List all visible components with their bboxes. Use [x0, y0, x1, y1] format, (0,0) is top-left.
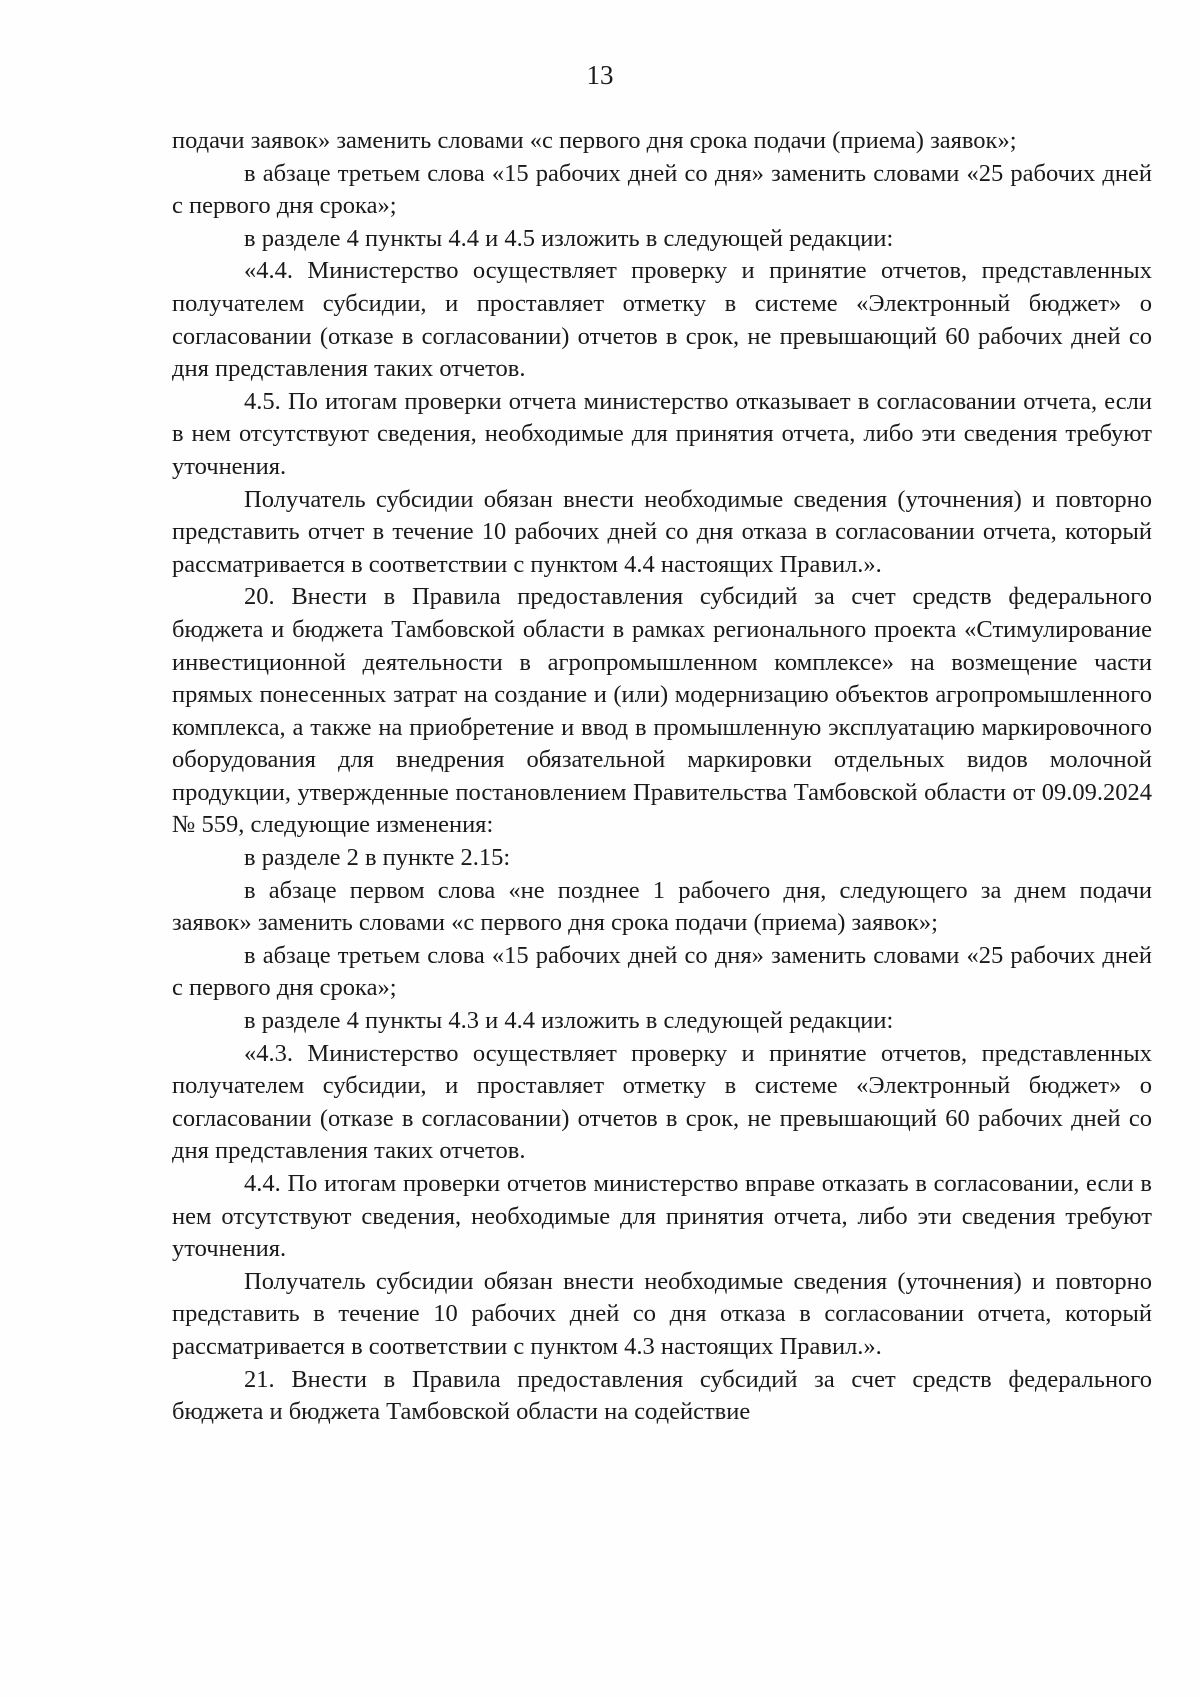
paragraph: в разделе 4 пункты 4.4 и 4.5 изложить в следующей редакции: [244, 224, 894, 252]
paragraph: в абзаце третьем слова «15 рабочих дней со дня» заменить словами «25 рабочих дней с первого дня срока»; [172, 941, 1152, 1002]
page-number: 13 [586, 60, 614, 90]
paragraph: 4.4. По итогам проверки отчетов министерство вправе отказать в согласовании, если в нем отсутствуют сведения, необходимые для принятия отчета, либо эти сведения требуют уточнения. [172, 1170, 1152, 1263]
paragraph: «4.4. Министерство осуществляет проверку и принятие отчетов, представленных получателем субсидии, и проставляет отметку в системе «Электронный бюджет» о согласовании (отказе в согласовании) отчетов в срок, не превышающий 60 рабочих дней со дня представления таких отчетов. [172, 257, 1152, 383]
paragraph: подачи заявок» заменить словами «с первого дня срока подачи (приема) заявок»; [172, 127, 1017, 154]
paragraph: Получатель субсидии обязан внести необходимые сведения (уточнения) и повторно представить в течение 10 рабочих дней со дня отказа в согласовании отчета, который рассматривается в соответствии с пунктом 4.3 настоящих Правил.». [172, 1267, 1152, 1360]
paragraph: в абзаце третьем слова «15 рабочих дней со дня» заменить словами «25 рабочих дней с первого дня срока»; [172, 159, 1152, 220]
paragraph: 20. Внести в Правила предоставления субсидий за счет средств федерального бюджета и бюджета Тамбовской области в рамках регионального проекта «Стимулирование инвестиционной деятельности в агропромышленном комплексе» на возмещение части прямых понесенных затрат на создание и (или) модернизацию объектов агропромышленного комплекса, а также на приобретение и ввод в промышленную эксплуатацию маркировочного оборудования для внедрения обязательной маркировки отдельных видов молочной продукции, утвержденные постановлением Правительства Тамбовской области от 09.09.2024 № 559, следующие изменения: [172, 583, 1152, 839]
document-body [172, 125, 1152, 1429]
paragraph: 4.5. По итогам проверки отчета министерство отказывает в согласовании отчета, если в нем отсутствуют сведения, необходимые для принятия отчета, либо эти сведения требуют уточнения. [172, 387, 1152, 480]
paragraph: «4.3. Министерство осуществляет проверку и принятие отчетов, представленных получателем субсидии, и проставляет отметку в системе «Электронный бюджет» о согласовании (отказе в согласовании) отчетов в срок, не превышающий 60 рабочих дней со дня представления таких отчетов. [172, 1039, 1152, 1165]
paragraph: Получатель субсидии обязан внести необходимые сведения (уточнения) и повторно представить отчет в течение 10 рабочих дней со дня отказа в согласовании отчета, который рассматривается в соответствии с пунктом 4.4 настоящих Правил.». [172, 485, 1152, 578]
paragraph: в разделе 2 в пункте 2.15: [244, 844, 511, 872]
paragraph: в разделе 4 пункты 4.3 и 4.4 изложить в следующей редакции: [244, 1007, 894, 1035]
paragraph: в абзаце первом слова «не позднее 1 рабочего дня, следующего за днем подачи заявок» заменить словами «с первого дня срока подачи (приема) заявок»; [172, 876, 1152, 937]
paragraph: 21. Внести в Правила предоставления субсидий за счет средств федерального бюджета и бюджета Тамбовской области на содействие [172, 1365, 1152, 1426]
